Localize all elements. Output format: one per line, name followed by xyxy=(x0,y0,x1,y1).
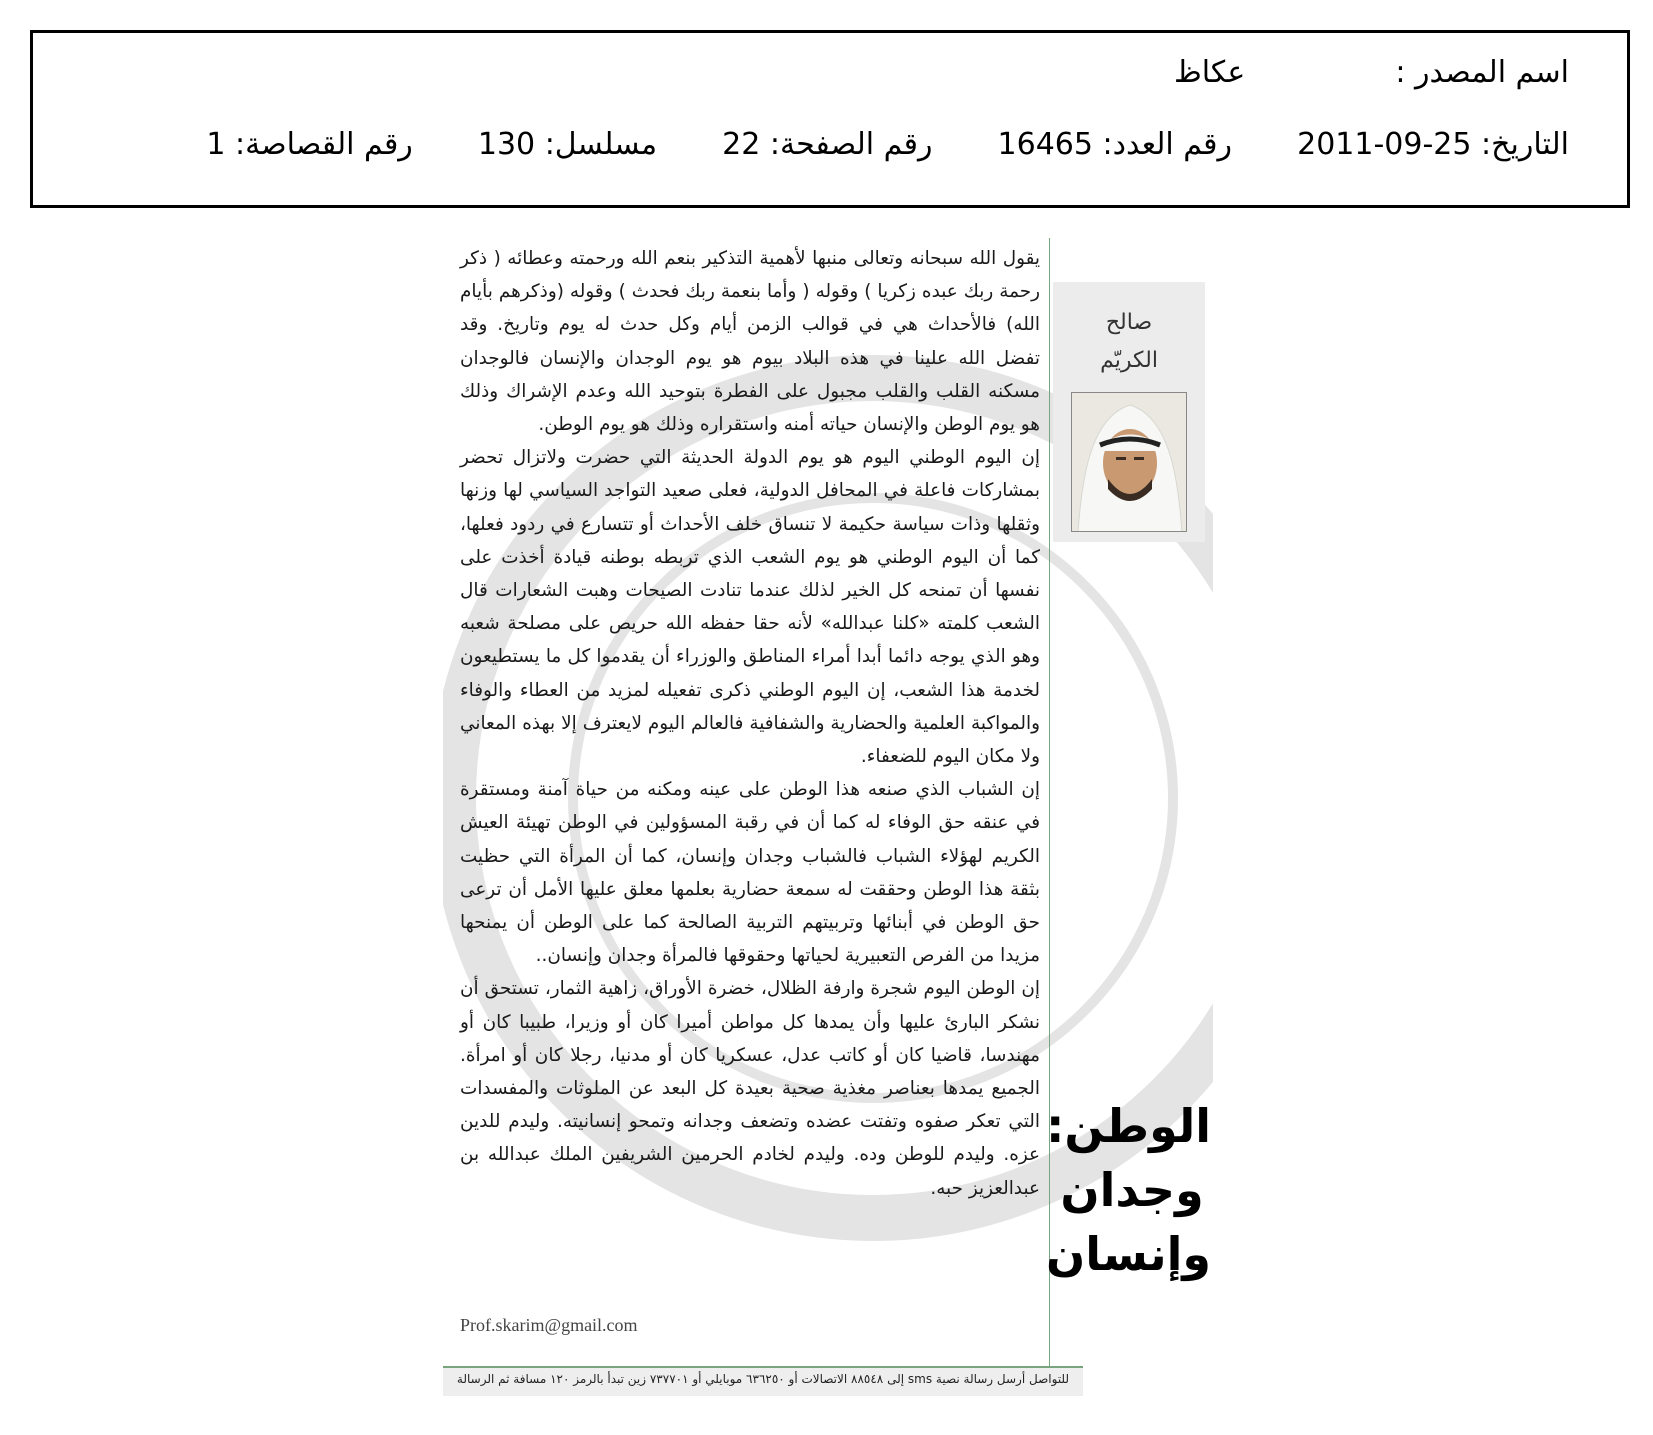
article-paragraph: إن اليوم الوطني اليوم هو يوم الدولة الحديثة التي حضرت ولاتزال تحضر بمشاركات فاعلة في المحافل الدولية، فعلى صعيد التواجد السياسي لها وزنها وثقلها وذات سياسة حكيمة لا تنساق خلف الأحداث أو تتسارع في ردود فعلها، كما أن اليوم الوطني هو يوم الشعب الذي تربطه بوطنه قيادة أخذت على نفسها أن تمنحه كل الخير لذلك عندما تنادت الصيحات وهبت الشعارات قال الشعب كلمته «كلنا عبدالله» لأنه حقا حفظه الله حريص على مصلحة شعبه وهو الذي يوجه دائما أبدا أمراء المناطق والوزراء أن يقدموا كل ما يستطيعون لخدمة هذا الشعب، إن اليوم الوطني ذكرى تفعيله لمزيد من العطاء والوفاء والمواكبة العلمية والحضارية والشفافية فالعالم اليوم لايعترف إلا بهذه المعاني ولا مكان اليوم للضعفاء. xyxy=(460,447,1040,768)
author-name xyxy=(1053,304,1205,380)
source-line xyxy=(1174,55,1569,90)
author-panel xyxy=(1053,282,1205,542)
author-email: Prof.skarim@gmail.com xyxy=(460,1315,638,1335)
source-label: اسم المصدر : xyxy=(1395,55,1569,90)
author-portrait-icon xyxy=(1072,393,1187,532)
clip-label: رقم القصاصة: xyxy=(234,127,413,162)
author-photo xyxy=(1071,392,1187,532)
sms-footer-text: للتواصل أرسل رسالة نصية sms إلى ٨٨٥٤٨ الاتصالات أو ٦٣٦٢٥٠ موبايلي أو ٧٣٧٧٠١ زين تبدأ بالرمز ١٢٠ مسافة ثم الرسالة xyxy=(456,1372,1070,1386)
issue-value: 16465 xyxy=(997,127,1093,162)
headline-line: الوطن: xyxy=(1046,1099,1211,1153)
page-label: رقم الصفحة: xyxy=(769,127,933,162)
newspaper-clipping xyxy=(443,238,1213,1396)
date-label: التاريخ: xyxy=(1481,127,1569,162)
article-paragraph: إن الشباب الذي صنعه هذا الوطن على عينه ومكنه من حياة آمنة ومستقرة في عنقه حق الوفاء له كما أن في رقبة المسؤولين في الوطن تهيئة العيش الكريم لهؤلاء الشباب فالشباب وجدان وإنسان، كما أن المرأة التي حظيت بثقة هذا الوطن وحققت له سمعة حضارية بعلمها معلق عليها الأمل أن ترعى حق الوطن في أبنائها وتربيتهم التربية الصالحة كما على الوطن أن يمنحها مزيدا من الفرص التعبيرية لحياتها وحقوقها فالمرأة وجدان وإنسان.. xyxy=(460,779,1040,967)
clipping-header xyxy=(30,30,1630,208)
issue-label: رقم العدد: xyxy=(1102,127,1233,162)
headline-line: وإنسان xyxy=(1046,1227,1211,1281)
page-value: 22 xyxy=(722,127,761,162)
article-paragraph: يقول الله سبحانه وتعالى منبها لأهمية التذكير بنعم الله ورحمته وعطائه ( ذكر رحمة ربك عبده زكريا ) وقوله ( وأما بنعمة ربك فحدث ) وقوله (وذكرهم بأيام الله) فالأحداث هي في قوالب الزمن أيام وكل حدث له يوم وتاريخ. وقد تفضل الله علينا في هذه البلاد بيوم هو يوم الوجدان والإنسان فالوجدان مسكنه القلب والقلب مجبول على الفطرة بتوحيد الله وعدم الإشراك وذلك هو يوم الوطن والإنسان حياته أمنه واستقراره وذلك هو يوم الوطن. xyxy=(460,248,1040,436)
article-headline xyxy=(1046,1094,1211,1286)
author-last-name: الكريّم xyxy=(1100,348,1158,373)
meta-line xyxy=(206,127,1569,162)
sms-footer xyxy=(443,1366,1083,1396)
article-body xyxy=(460,242,1040,1205)
article-paragraph: إن الوطن اليوم شجرة وارفة الظلال، خضرة الأوراق، زاهية الثمار، تستحق أن نشكر البارئ عليها وأن يمدها كل مواطن أميرا كان أو وزيرا، طبيبا كان أو مهندسا، قاضيا كان أو كاتب عدل، عسكريا كان أو مدنيا، رجلا كان أو امرأة. الجميع يمدها بعناصر مغذية صحية بعيدة كل البعد عن الملوثات والمفسدات التي تعكر صفوه وتفتت عضده وتضعف وجدانه وتمحو إنسانيته. وليدم للدين عزه. وليدم للوطن وده. وليدم لخادم الحرمين الشريفين الملك عبدالله بن عبدالعزيز حبه. xyxy=(460,978,1040,1199)
source-value: عكاظ xyxy=(1173,55,1246,90)
serial-value: 130 xyxy=(477,127,536,162)
serial-label: مسلسل: xyxy=(544,127,658,162)
headline-line: وجدان xyxy=(1060,1163,1204,1217)
author-first-name: صالح xyxy=(1105,310,1153,335)
clip-value: 1 xyxy=(206,127,226,162)
date-value: 2011-09-25 xyxy=(1297,127,1472,162)
author-column xyxy=(1046,238,1213,1396)
